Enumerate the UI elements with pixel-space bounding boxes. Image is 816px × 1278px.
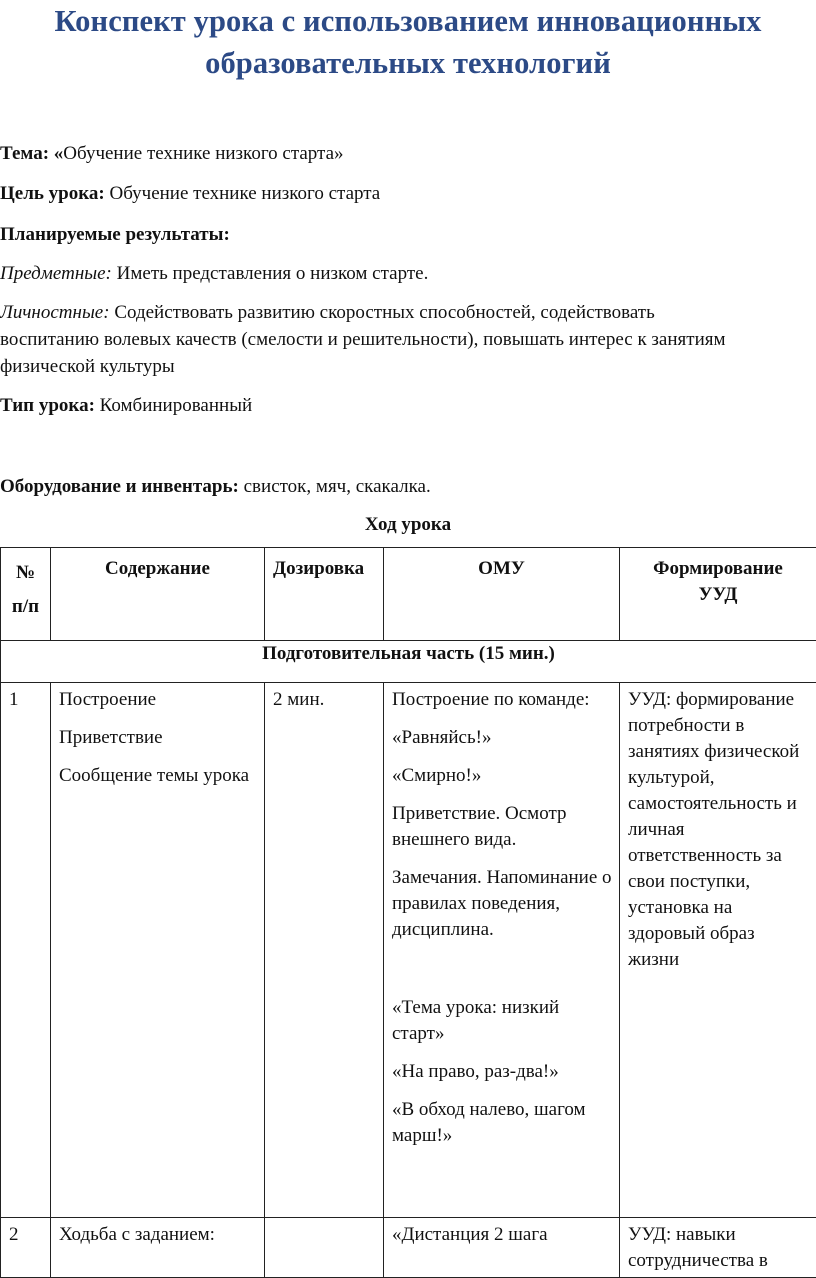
planned-results-line	[0, 221, 816, 248]
personal-line-3: физической культуры	[0, 353, 816, 380]
omu-item: «На право, раз-два!»	[392, 1059, 613, 1085]
topic-label: Тема: «	[0, 143, 63, 164]
lesson-type-line	[0, 392, 816, 419]
equipment-value: свисток, мяч, скакалка.	[239, 476, 431, 497]
title-line-1: Конспект урока с использованием инновационных	[0, 0, 816, 42]
omu-item: Замечания. Напоминание о правилах поведения, дисциплина.	[392, 865, 613, 943]
content-item: Сообщение темы урока	[59, 763, 258, 789]
row-omu	[384, 1218, 620, 1278]
row-number: 2	[1, 1218, 51, 1278]
row-uud: УУД: навыки сотрудничества в	[620, 1218, 816, 1278]
goal-label: Цель урока:	[0, 183, 105, 204]
header-uud-line-1: Формирование	[620, 556, 816, 582]
content-item: Построение	[59, 687, 258, 713]
document-title	[0, 0, 816, 84]
content-item: Ходьба с заданием:	[59, 1222, 258, 1248]
table-header-row	[1, 548, 816, 641]
header-number-line-2: п/п	[1, 590, 50, 624]
header-number-line-1: №	[1, 556, 50, 590]
header-content: Содержание	[51, 548, 265, 641]
personal-label: Личностные:	[0, 302, 110, 323]
topic-value: Обучение технике низкого старта»	[63, 143, 343, 164]
goal-line	[0, 180, 816, 207]
header-dosage: Дозировка	[265, 548, 384, 641]
planned-results-label: Планируемые результаты:	[0, 224, 230, 245]
omu-item: «В обход налево, шагом марш!»	[392, 1097, 613, 1149]
header-omu: ОМУ	[384, 548, 620, 641]
title-line-2: образовательных технологий	[0, 42, 816, 84]
section-row	[1, 641, 816, 683]
lesson-type-label: Тип урока:	[0, 395, 95, 416]
equipment-line	[0, 473, 816, 500]
omu-item: «Равняйсь!»	[392, 725, 613, 751]
section-title: Подготовительная часть (15 мин.)	[1, 641, 816, 683]
topic-line	[0, 140, 816, 167]
personal-line-1: Содействовать развитию скоростных способностей, содействовать	[110, 302, 655, 323]
row-dosage: 2 мин.	[265, 683, 384, 1218]
omu-item: Приветствие. Осмотр внешнего вида.	[392, 801, 613, 853]
personal-line-2: воспитанию волевых качеств (смелости и решительности), повышать интерес к занятиям	[0, 326, 816, 353]
row-content	[51, 1218, 265, 1278]
subject-value: Иметь представления о низком старте.	[112, 263, 428, 284]
header-uud	[620, 548, 816, 641]
header-uud-line-2: УУД	[620, 582, 816, 608]
row-uud: УУД: формирование потребности в занятиях физической культурой, самостоятельность и личная ответственность за свои поступки, установка на здоровый образ жизни	[620, 683, 816, 1218]
goal-value: Обучение технике низкого старта	[105, 183, 380, 204]
row-dosage	[265, 1218, 384, 1278]
content-item: Приветствие	[59, 725, 258, 751]
lesson-type-value: Комбинированный	[95, 395, 252, 416]
omu-item: «Дистанция 2 шага	[392, 1222, 613, 1248]
personal-results	[0, 299, 816, 380]
omu-item: «Смирно!»	[392, 763, 613, 789]
row-number: 1	[1, 683, 51, 1218]
omu-item: «Тема урока: низкий старт»	[392, 995, 613, 1047]
table-row	[1, 683, 816, 1218]
subject-label: Предметные:	[0, 263, 112, 284]
subject-results-line	[0, 260, 816, 287]
omu-item: Построение по команде:	[392, 687, 613, 713]
lesson-table	[0, 547, 816, 1278]
header-number	[1, 548, 51, 641]
course-heading: Ход урока	[0, 511, 816, 538]
equipment-label: Оборудование и инвентарь:	[0, 476, 239, 497]
row-content	[51, 683, 265, 1218]
table-row	[1, 1218, 816, 1278]
row-omu	[384, 683, 620, 1218]
